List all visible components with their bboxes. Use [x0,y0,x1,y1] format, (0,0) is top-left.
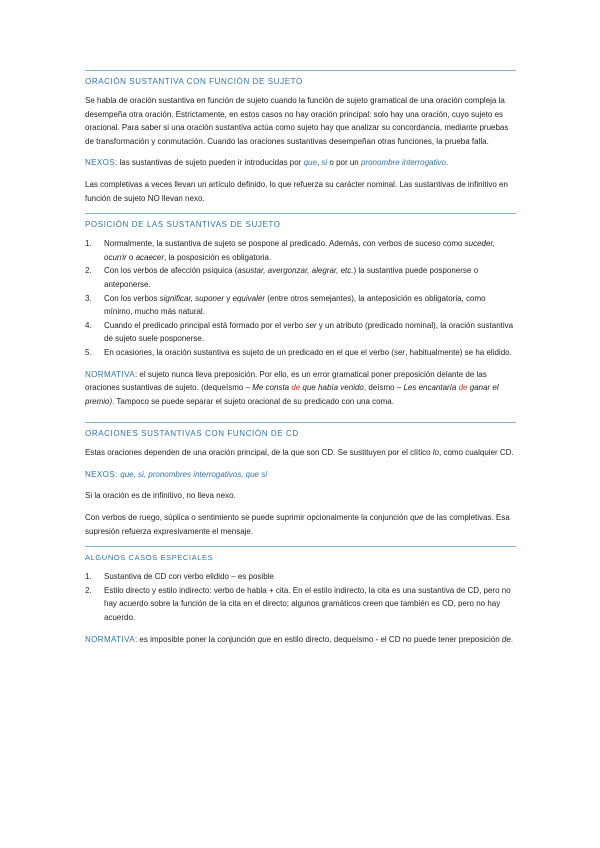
numbered-list [85,237,516,359]
numbered-list [85,570,516,624]
list-item: 2. Estilo directo y estilo indirecto: verbo de habla + cita. En el estilo indirecto, la cita es una sustantiva de CD, pero no hay acuerdo sobre la función de la cita en el directo; algunos gramáticos creen que también es CD, pero no hay acuerdo. [85,585,511,623]
section-divider [85,546,516,547]
paragraph: Estas oraciones dependen de una oración principal, de la que son CD. Se sustituyen por el clítico lo, como cualquier CD. [85,448,514,458]
section-divider [85,422,516,423]
paragraph: Las completivas a veces llevan un artículo definido, lo que refuerza su carácter nominal. Las sustantivas de infinitivo en función de sujeto NO llevan nexo. [85,179,508,203]
list-item: 2. Con los verbos de afección psíquica (asustar, avergonzar, alegrar, etc.) la sustantiva puede posponerse o anteponerse. [85,266,479,289]
normativa-paragraph: NORMATIVA: el sujeto nunca lleva preposición. Por ello, es un error gramatical poner preposición delante de las oraciones sustantivas de sujeto. (dequeísmo – Me consta de que había venido, deísmo – Les encantaría de ganar el premio). Tampoco se puede separar el sujeto oracional de su predicado con una coma. [85,369,499,406]
nexos-paragraph: NEXOS: que, si, pronombres interrogativos, que si [85,469,268,479]
paragraph: Se habla de oración sustantiva en función de sujeto cuando la función de sujeto gramatical de una oración compleja la desempeña otra oración. Estrictamente, en estos casos no hay oración principal: solo hay una oración, cuyo sujeto es oracional. Para saber si una oración sustantiva actúa como sujeto hay que analizar su concordancia, mediante pruebas de transformación y conmutación. Cuando las oraciones sustantivas desempeñan otras funciones, la prueba falla. [85,96,509,146]
nexos-label: NEXOS [85,158,116,168]
section-heading: ORACIONES SUSTANTIVAS CON FUNCIÓN DE CD [85,429,299,439]
document-page [85,70,516,654]
section-casos-especiales [85,546,516,646]
normativa-paragraph: NORMATIVA: es imposible poner la conjunción que en estilo directo, dequeísmo - el CD no puede tener preposición de. [85,634,514,644]
paragraph: Con verbos de ruego, súplica o sentimiento se puede suprimir opcionalmente la conjunción que de las completivas. Esa supresión refuerza expresivamente el mensaje. [85,513,510,536]
error-highlight: de [458,383,468,393]
section-posicion [85,213,516,408]
error-highlight: de [291,383,301,393]
section-sujeto [85,70,516,205]
section-heading: ORACIÓN SUSTANTIVA CON FUNCIÓN DE SUJETO [85,77,303,86]
section-heading: POSICIÓN DE LAS SUSTANTIVAS DE SUJETO [85,220,281,230]
section-divider [85,70,516,71]
paragraph: Si la oración es de infinitivo, no lleva nexo. [85,491,236,501]
normativa-label: NORMATIVA [85,634,135,644]
list-item: 4. Cuando el predicado principal está formado por el verbo ser y un atributo (predicado nominal), la oración sustantiva de sujeto suele posponerse. [85,320,514,344]
list-item: 3. Con los verbos significar, suponer y equivaler (entre otros semejantes), la anteposición es obligatoria, como mínimo, mucho más natural. [85,293,486,317]
section-cd [85,422,516,538]
list-item: 1. Sustantiva de CD con verbo elidido – es posible [85,572,274,582]
section-heading: ALGUNOS CASOS ESPECIALES [85,553,214,563]
nexos-paragraph: NEXOS: las sustantivas de sujeto pueden ir introducidas por que, si o por un pronombre interrogativo. [85,158,449,168]
list-item: 5. En ocasiones, la oración sustantiva es sujeto de un predicado en el que el verbo (ser, habitualmente) se ha elidido. [85,347,512,357]
list-item: 1. Normalmente, la sustantiva de sujeto se pospone al predicado. Además, con verbos de suceso como suceder, ocurrir o acaecer, la posposición es obligatoria. [85,239,495,262]
normativa-label: NORMATIVA [85,369,135,379]
nexos-label: NEXOS [85,469,116,479]
section-divider [85,213,516,214]
